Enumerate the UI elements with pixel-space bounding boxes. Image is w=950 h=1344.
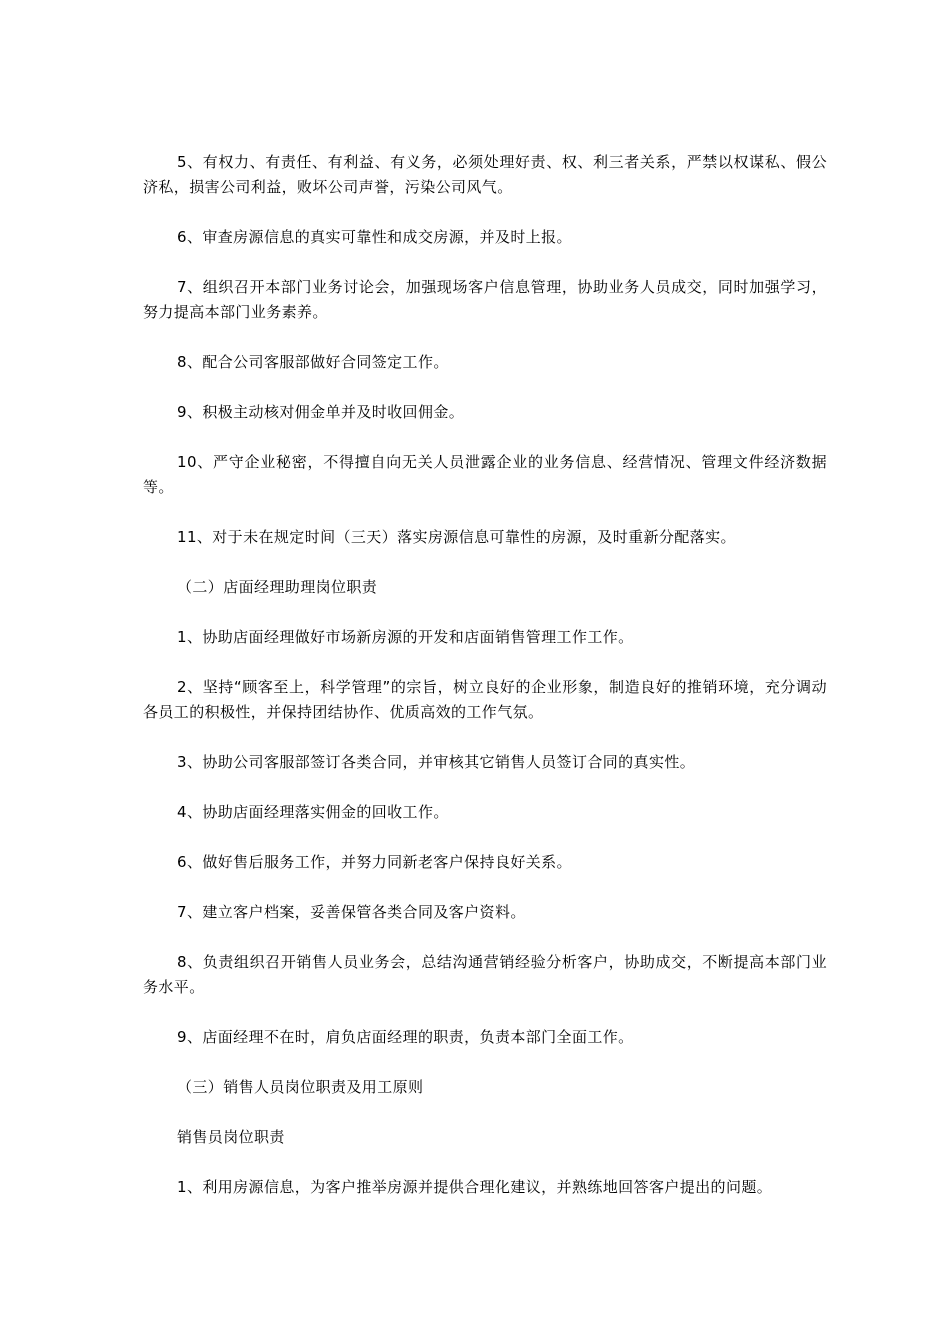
paragraph-item-10-confidentiality: 10、严守企业秘密，不得擅自向无关人员泄露企业的业务信息、经营情况、管理文件经济数据等。 <box>143 453 827 496</box>
paragraph-assistant-item-9: 9、店面经理不在时，肩负店面经理的职责，负责本部门全面工作。 <box>177 1028 634 1046</box>
paragraph-assistant-item-7: 7、建立客户档案，妥善保管各类合同及客户资料。 <box>177 903 526 921</box>
section-heading-sales-staff: （三）销售人员岗位职责及用工原则 <box>177 1078 424 1096</box>
subheading-salesperson-duties: 销售员岗位职责 <box>177 1128 285 1146</box>
section-heading-assistant-manager: （二）店面经理助理岗位职责 <box>177 578 378 596</box>
paragraph-item-6-review-listings: 6、审查房源信息的真实可靠性和成交房源，并及时上报。 <box>177 228 572 246</box>
paragraph-assistant-item-4: 4、协助店面经理落实佣金的回收工作。 <box>177 803 449 821</box>
paragraph-assistant-item-8: 8、负责组织召开销售人员业务会，总结沟通营销经验分析客户，协助成交，不断提高本部门业务水平。 <box>143 953 827 996</box>
paragraph-assistant-item-3: 3、协助公司客服部签订各类合同，并审核其它销售人员签订合同的真实性。 <box>177 753 696 771</box>
paragraph-assistant-item-1: 1、协助店面经理做好市场新房源的开发和店面销售管理工作工作。 <box>177 628 634 646</box>
paragraph-item-8-contracts: 8、配合公司客服部做好合同签定工作。 <box>177 353 449 371</box>
paragraph-item-9-commission: 9、积极主动核对佣金单并及时收回佣金。 <box>177 403 465 421</box>
paragraph-item-7-organize-meetings: 7、组织召开本部门业务讨论会，加强现场客户信息管理，协助业务人员成交，同时加强学习，努力提高本部门业务素养。 <box>143 278 827 321</box>
paragraph-sales-item-1: 1、利用房源信息，为客户推举房源并提供合理化建议，并熟练地回答客户提出的问题。 <box>177 1178 773 1196</box>
paragraph-assistant-item-6: 6、做好售后服务工作，并努力同新老客户保持良好关系。 <box>177 853 572 871</box>
paragraph-item-5-power-responsibility: 5、有权力、有责任、有利益、有义务，必须处理好责、权、利三者关系，严禁以权谋私、假公济私，损害公司利益，败坏公司声誉，污染公司风气。 <box>143 153 827 196</box>
paragraph-item-11-reassign: 11、对于未在规定时间（三天）落实房源信息可靠性的房源，及时重新分配落实。 <box>177 528 736 546</box>
paragraph-assistant-item-2: 2、坚持“顾客至上，科学管理”的宗旨，树立良好的企业形象，制造良好的推销环境，充分调动各员工的积极性，并保持团结协作、优质高效的工作气氛。 <box>143 678 827 721</box>
